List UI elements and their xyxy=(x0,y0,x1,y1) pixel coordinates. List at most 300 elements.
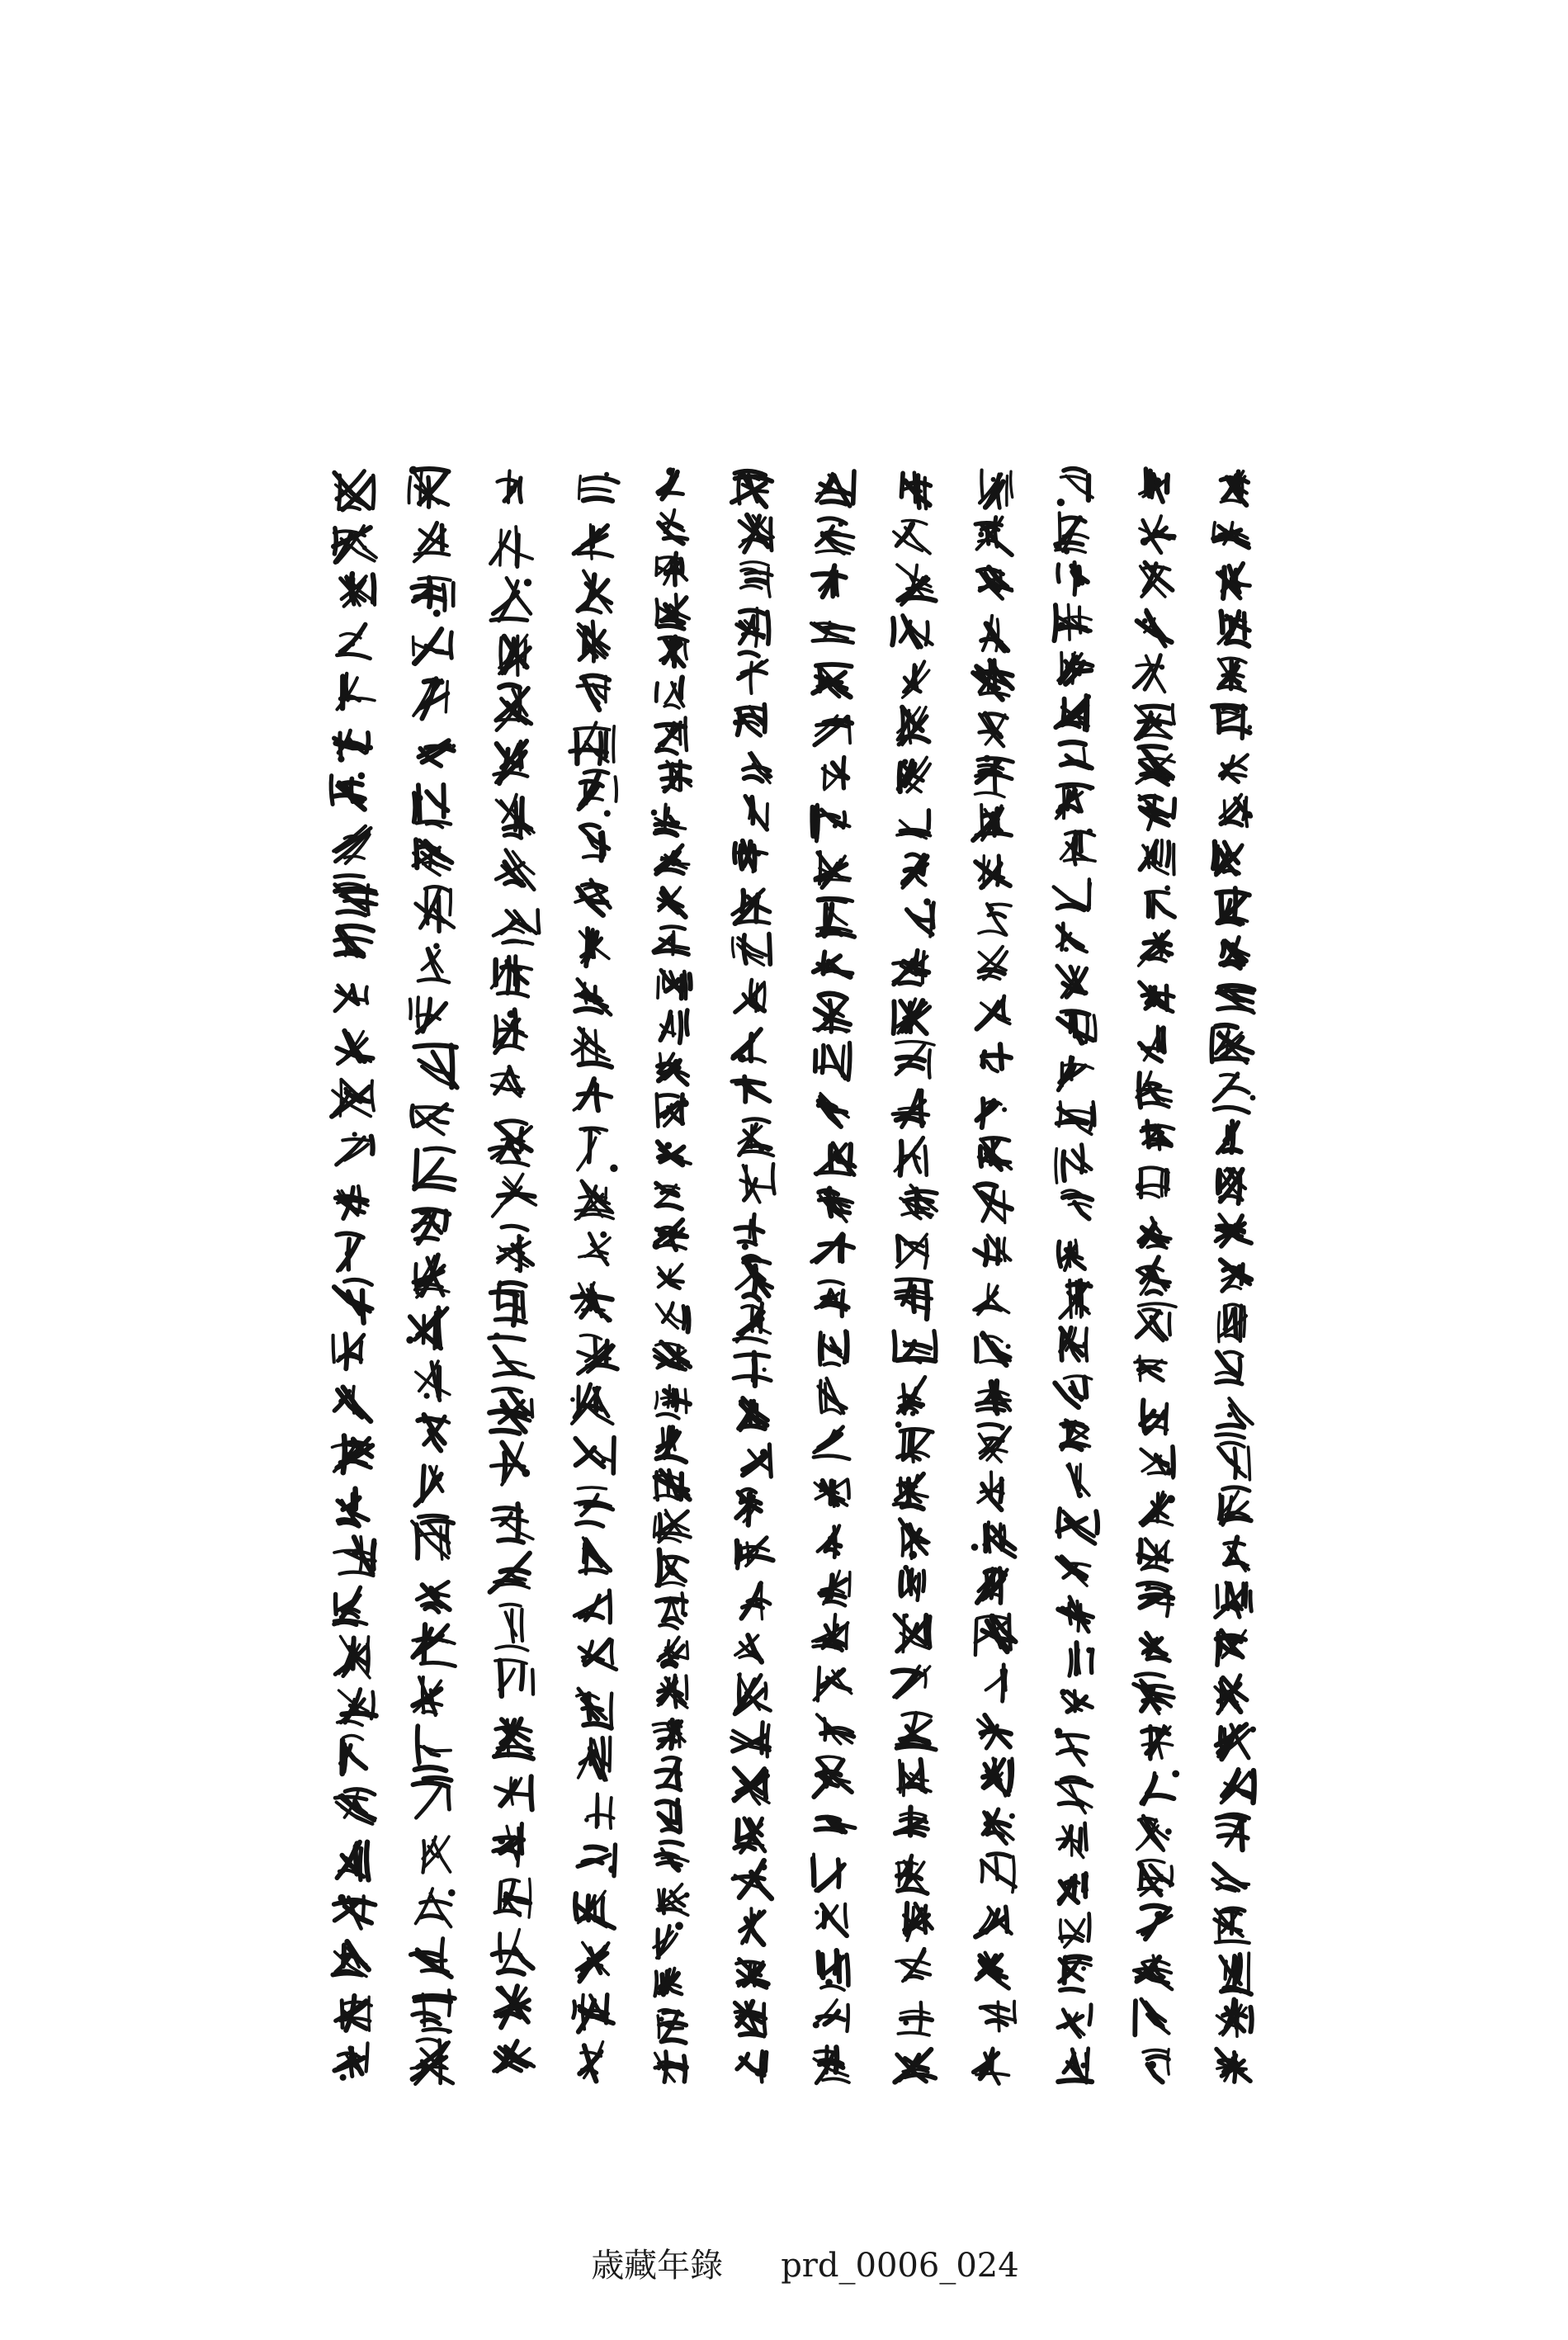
manuscript-column xyxy=(570,472,618,2082)
brush-character xyxy=(819,1950,848,1990)
collection-title: 歳藏年錄 xyxy=(591,2247,724,2285)
brush-character xyxy=(894,520,930,553)
brush-character xyxy=(494,2041,534,2071)
brush-character xyxy=(417,1582,449,1613)
brush-character xyxy=(733,934,771,966)
brush-character xyxy=(980,1044,1011,1071)
brush-character xyxy=(496,1605,528,1651)
brush-character xyxy=(414,1148,455,1189)
manuscript-column xyxy=(892,473,937,2082)
brush-character xyxy=(737,2051,766,2082)
brush-character xyxy=(659,637,688,667)
brush-character xyxy=(815,1479,849,1506)
brush-character xyxy=(739,1119,773,1156)
brush-character xyxy=(579,771,616,817)
brush-character xyxy=(656,845,689,874)
brush-character xyxy=(334,730,371,763)
brush-character xyxy=(740,1164,774,1202)
brush-character xyxy=(577,1942,609,1981)
brush-character xyxy=(907,898,934,937)
brush-character xyxy=(656,678,683,708)
brush-character xyxy=(978,1715,1011,1748)
brush-character xyxy=(812,805,849,841)
brush-character xyxy=(337,1842,368,1880)
brush-character xyxy=(657,594,690,629)
brush-character xyxy=(337,1233,363,1270)
brush-character xyxy=(1141,1447,1174,1478)
brush-character xyxy=(745,797,768,830)
brush-character xyxy=(896,1042,934,1078)
brush-character xyxy=(657,1094,689,1126)
brush-character xyxy=(894,1474,928,1509)
brush-character xyxy=(659,887,686,917)
brush-character xyxy=(818,1526,841,1558)
brush-character xyxy=(1216,1582,1252,1617)
brush-character xyxy=(494,1719,533,1759)
brush-character xyxy=(494,1824,523,1866)
brush-character xyxy=(737,1538,773,1568)
brush-character xyxy=(496,685,531,730)
brush-character xyxy=(653,1720,684,1748)
brush-character xyxy=(414,523,450,562)
brush-character xyxy=(733,890,770,924)
brush-character xyxy=(412,1104,452,1134)
brush-character xyxy=(335,926,374,956)
brush-character xyxy=(736,1256,772,1299)
brush-character xyxy=(655,1184,682,1209)
brush-character xyxy=(1059,1057,1093,1090)
brush-character xyxy=(1056,1102,1094,1134)
brush-character xyxy=(491,1283,527,1326)
brush-character xyxy=(814,952,852,976)
brush-character xyxy=(655,2052,687,2082)
brush-character xyxy=(1218,1122,1241,1153)
brush-character xyxy=(1057,1557,1090,1586)
brush-character xyxy=(578,571,611,613)
brush-character xyxy=(1141,840,1174,875)
brush-character xyxy=(895,2049,935,2082)
brush-character xyxy=(579,1231,611,1265)
brush-character xyxy=(814,1756,852,1797)
brush-character xyxy=(413,1677,442,1715)
brush-character xyxy=(1058,1011,1095,1043)
brush-character xyxy=(1221,1953,1251,1994)
manuscript-column xyxy=(331,471,376,2081)
brush-character xyxy=(331,773,365,810)
brush-character xyxy=(976,1333,1011,1365)
brush-character xyxy=(1135,1999,1169,2035)
brush-character xyxy=(416,886,454,931)
brush-character xyxy=(574,1995,614,2032)
brush-character xyxy=(335,986,367,1011)
brush-character xyxy=(574,1079,611,1110)
brush-character xyxy=(341,1736,366,1774)
brush-character xyxy=(1215,1908,1249,1943)
brush-character xyxy=(1218,1304,1246,1341)
brush-character xyxy=(658,1053,688,1085)
brush-character xyxy=(406,1307,447,1349)
brush-character xyxy=(896,1949,930,1981)
brush-character xyxy=(494,741,528,783)
brush-character xyxy=(1060,1420,1089,1449)
brush-character xyxy=(1216,2049,1250,2082)
brush-character xyxy=(334,1537,375,1576)
brush-character xyxy=(1057,966,1087,997)
brush-character xyxy=(492,1504,533,1543)
brush-character xyxy=(979,947,1007,980)
brush-character xyxy=(897,565,936,605)
brush-character xyxy=(333,526,376,562)
brush-character xyxy=(490,1121,531,1165)
brush-character xyxy=(734,841,767,872)
brush-character xyxy=(737,608,769,646)
brush-character xyxy=(1058,2005,1091,2037)
brush-character xyxy=(413,1255,449,1297)
brush-character xyxy=(418,943,449,982)
brush-character xyxy=(656,1757,681,1789)
brush-character xyxy=(575,979,611,1014)
brush-character xyxy=(1211,1025,1252,1063)
brush-character xyxy=(743,1444,771,1477)
brush-character xyxy=(579,472,619,501)
brush-character xyxy=(817,1714,854,1744)
brush-character xyxy=(496,795,534,839)
brush-character xyxy=(1056,696,1089,730)
brush-character xyxy=(658,1265,682,1288)
brush-character xyxy=(1142,1770,1180,1805)
brush-character xyxy=(896,1713,936,1749)
brush-character xyxy=(579,929,609,966)
brush-character xyxy=(812,1234,854,1262)
brush-character xyxy=(578,1845,616,1876)
brush-character xyxy=(895,1137,927,1175)
brush-character xyxy=(1062,1190,1092,1219)
brush-character xyxy=(1058,2049,1092,2083)
brush-character xyxy=(1140,1217,1171,1248)
brush-character xyxy=(1136,1072,1171,1108)
brush-character xyxy=(654,927,688,955)
brush-character xyxy=(492,1067,524,1097)
brush-character xyxy=(1217,1169,1245,1203)
brush-character xyxy=(1216,1352,1243,1384)
brush-character xyxy=(1140,1492,1175,1526)
brush-character xyxy=(574,525,612,560)
brush-character xyxy=(979,904,1011,935)
brush-character xyxy=(335,1636,370,1678)
brush-character xyxy=(815,1281,848,1317)
brush-character xyxy=(895,1279,932,1319)
brush-character xyxy=(333,1436,373,1473)
brush-character xyxy=(1136,705,1174,740)
brush-character xyxy=(1060,1913,1089,1947)
brush-character xyxy=(1057,1823,1087,1858)
brush-character xyxy=(973,659,1013,700)
brush-character xyxy=(658,2010,686,2043)
brush-character xyxy=(1212,706,1252,739)
brush-character xyxy=(815,716,852,745)
brush-character xyxy=(975,1236,1011,1265)
brush-character xyxy=(819,1331,848,1365)
brush-character xyxy=(578,1335,616,1373)
brush-character xyxy=(819,1094,849,1127)
brush-character xyxy=(1055,605,1092,641)
manuscript-column xyxy=(1054,469,1098,2083)
brush-character xyxy=(1218,659,1246,692)
brush-character xyxy=(1058,562,1088,594)
brush-character xyxy=(335,2043,368,2081)
brush-character xyxy=(423,1837,450,1873)
brush-character xyxy=(814,1667,852,1700)
brush-character xyxy=(1141,1400,1167,1434)
brush-character xyxy=(901,473,930,509)
brush-character xyxy=(816,471,854,506)
brush-character xyxy=(1138,1539,1173,1571)
brush-character xyxy=(575,1181,613,1220)
brush-character xyxy=(1214,1074,1255,1113)
brush-character xyxy=(813,664,851,697)
brush-character xyxy=(654,1470,689,1500)
brush-character xyxy=(734,1768,769,1803)
brush-character xyxy=(983,1809,1015,1843)
manuscript-column xyxy=(651,467,692,2082)
brush-character xyxy=(739,515,773,552)
manuscript-image xyxy=(297,450,1296,2105)
brush-character xyxy=(657,1593,688,1629)
brush-character xyxy=(815,1904,847,1936)
brush-character xyxy=(573,1283,612,1321)
brush-character xyxy=(657,1884,689,1916)
brush-character xyxy=(578,1128,618,1172)
brush-character xyxy=(418,1415,449,1451)
brush-character xyxy=(897,811,930,839)
brush-character xyxy=(337,1132,373,1165)
brush-character xyxy=(815,1817,855,1832)
brush-character xyxy=(896,1855,927,1893)
brush-character xyxy=(736,1489,760,1525)
brush-character xyxy=(1060,1280,1091,1318)
brush-character xyxy=(898,2002,932,2035)
brush-character xyxy=(893,1666,930,1698)
brush-character xyxy=(493,1930,533,1974)
brush-character xyxy=(735,1674,771,1714)
brush-character xyxy=(335,1789,375,1824)
brush-character xyxy=(981,1854,1015,1893)
brush-character xyxy=(975,1614,1016,1655)
brush-character xyxy=(1056,513,1089,554)
manuscript-column xyxy=(1134,469,1179,2082)
brush-character xyxy=(815,1043,850,1080)
brush-character xyxy=(1219,1487,1251,1525)
brush-character xyxy=(1067,1464,1089,1498)
brush-character xyxy=(1225,1538,1249,1572)
brush-character xyxy=(977,1099,1007,1127)
brush-character xyxy=(580,825,608,860)
brush-character xyxy=(813,565,846,597)
brush-character xyxy=(979,1425,1010,1463)
brush-character xyxy=(341,574,375,607)
brush-character xyxy=(570,1384,612,1424)
brush-character xyxy=(900,1185,937,1219)
brush-character xyxy=(336,1996,371,2030)
brush-character xyxy=(1070,1643,1093,1676)
brush-character xyxy=(975,518,1012,555)
brush-character xyxy=(1139,1860,1173,1896)
brush-character xyxy=(1221,795,1253,827)
brush-character xyxy=(1060,1689,1092,1712)
brush-character xyxy=(975,1907,1011,1936)
brush-character xyxy=(895,1614,930,1652)
brush-character xyxy=(1057,1509,1098,1543)
brush-character xyxy=(1138,1583,1173,1616)
brush-character xyxy=(337,674,375,710)
brush-character xyxy=(977,1381,1010,1413)
brush-character xyxy=(658,970,691,999)
brush-character xyxy=(898,1760,931,1796)
brush-character xyxy=(337,625,370,659)
brush-character xyxy=(1221,471,1248,505)
brush-character xyxy=(577,1689,612,1728)
manuscript-column xyxy=(489,471,539,2072)
brush-character xyxy=(893,1090,928,1127)
brush-character xyxy=(659,1676,687,1708)
brush-character xyxy=(1058,653,1093,684)
manuscript-column xyxy=(811,471,855,2083)
brush-character xyxy=(974,1284,1008,1315)
brush-character xyxy=(1219,1443,1250,1480)
brush-character xyxy=(734,1353,771,1386)
brush-character xyxy=(1058,1597,1093,1632)
brush-character xyxy=(741,562,772,597)
brush-character xyxy=(1137,1303,1176,1340)
brush-character xyxy=(1215,1676,1246,1714)
brush-character xyxy=(660,1010,687,1043)
brush-character xyxy=(655,1386,690,1419)
brush-character xyxy=(579,1640,616,1670)
brush-character xyxy=(1139,932,1172,966)
brush-character xyxy=(813,2000,848,2031)
brush-character xyxy=(815,852,850,888)
brush-character xyxy=(415,1726,451,1770)
brush-character xyxy=(1221,1770,1257,1803)
brush-character xyxy=(978,1472,1004,1510)
brush-character xyxy=(976,1953,1008,1988)
brush-character xyxy=(337,1031,373,1064)
brush-character xyxy=(1055,1728,1088,1765)
brush-character xyxy=(1056,784,1093,818)
brush-character xyxy=(658,1638,687,1666)
brush-character xyxy=(1218,612,1249,646)
brush-character xyxy=(491,578,531,621)
brush-character xyxy=(1054,879,1091,910)
brush-character xyxy=(575,880,610,915)
brush-character xyxy=(736,1959,767,1988)
brush-character xyxy=(413,839,452,875)
brush-character xyxy=(814,1427,849,1459)
brush-character xyxy=(819,1571,850,1605)
brush-character xyxy=(976,996,1009,1029)
brush-character xyxy=(818,1378,846,1414)
brush-character xyxy=(983,1758,1013,1795)
brush-character xyxy=(894,1331,936,1363)
brush-character xyxy=(1213,522,1249,548)
brush-character xyxy=(1140,469,1169,502)
brush-character xyxy=(814,2047,849,2083)
brush-character xyxy=(735,1635,763,1662)
brush-character xyxy=(813,1614,848,1650)
brush-character xyxy=(494,910,539,943)
brush-character xyxy=(654,1342,690,1370)
brush-character xyxy=(1140,982,1174,1012)
brush-character xyxy=(1221,1260,1251,1292)
brush-character xyxy=(411,1939,451,1978)
brush-character xyxy=(409,466,448,508)
brush-character xyxy=(981,616,1008,651)
brush-character xyxy=(1138,1906,1172,1940)
brush-character xyxy=(1137,1816,1172,1851)
brush-character xyxy=(903,854,928,888)
brush-character xyxy=(1060,742,1092,768)
brush-character xyxy=(578,676,610,710)
brush-character xyxy=(412,578,453,617)
brush-character xyxy=(656,553,687,585)
brush-character xyxy=(731,1723,769,1757)
brush-character xyxy=(580,1538,611,1574)
brush-character xyxy=(733,1029,765,1062)
brush-character xyxy=(498,1226,532,1271)
brush-character xyxy=(579,1737,611,1780)
brush-character xyxy=(654,1550,687,1588)
brush-character xyxy=(823,758,848,790)
brush-character xyxy=(977,567,1012,598)
brush-character xyxy=(495,1776,531,1809)
brush-character xyxy=(815,1143,855,1175)
brush-character xyxy=(1134,1674,1174,1714)
brush-character xyxy=(494,1009,527,1052)
brush-character xyxy=(414,785,451,828)
brush-character xyxy=(333,1334,364,1369)
brush-character xyxy=(656,1841,688,1870)
brush-character xyxy=(493,1175,536,1217)
brush-character xyxy=(980,470,1013,508)
brush-character xyxy=(651,805,686,835)
brush-character xyxy=(1136,746,1174,785)
brush-character xyxy=(904,1903,932,1941)
brush-character xyxy=(1141,1633,1169,1661)
brush-character xyxy=(739,1398,767,1430)
brush-character xyxy=(744,753,772,783)
brush-character xyxy=(655,1969,682,1997)
brush-character xyxy=(656,718,687,754)
brush-character xyxy=(975,1184,1012,1222)
brush-character xyxy=(816,518,853,554)
brush-character xyxy=(416,1889,456,1926)
brush-character xyxy=(574,1591,610,1623)
brush-character xyxy=(490,1553,530,1592)
brush-character xyxy=(975,755,1013,797)
brush-character xyxy=(333,826,371,863)
brush-character xyxy=(575,1891,614,1928)
brush-character xyxy=(498,471,522,503)
brush-character xyxy=(495,1879,531,1917)
brush-character xyxy=(334,1587,366,1624)
brush-character xyxy=(1137,610,1172,646)
brush-character xyxy=(413,629,452,664)
handwritten-manuscript xyxy=(297,450,1296,2105)
brush-character xyxy=(1217,564,1249,598)
brush-character xyxy=(660,761,692,791)
brush-character xyxy=(897,1234,928,1268)
brush-character xyxy=(734,1818,765,1853)
